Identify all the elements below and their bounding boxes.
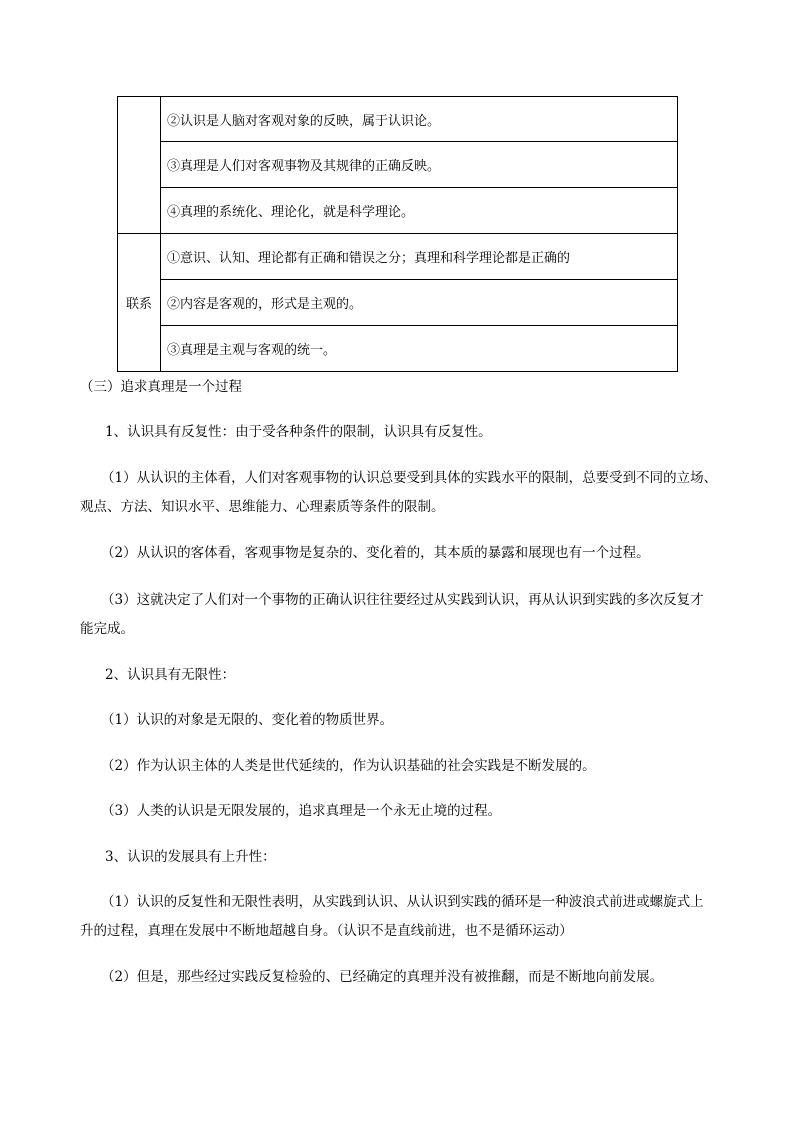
table-cell: ④真理的系统化、理论化，就是科学理论。: [161, 188, 678, 234]
table-cell: ②认识是人脑对客观对象的反映，属于认识论。: [161, 97, 678, 142]
table-row: [118, 326, 678, 372]
paragraph-2-2: （2）作为认识主体的人类是世代延续的，作为认识基础的社会实践是不断发展的。: [101, 758, 596, 774]
paragraph-1-1-line-2: 观点、方法、知识水平、思维能力、心理素质等条件的限制。: [80, 499, 445, 515]
paragraph-3: 3、认识的发展具有上升性：: [105, 849, 276, 865]
paragraph-2: 2、认识具有无限性：: [105, 667, 236, 683]
paragraph-3-2: （2）但是，那些经过实践反复检验的、已经确定的真理并没有被推翻，而是不断地向前发展。: [101, 969, 664, 985]
paragraph-3-1-line-1: （1）认识的反复性和无限性表明，从实践到认识、从认识到实践的循环是一种波浪式前进或螺旋式上: [101, 894, 704, 910]
table-row: [118, 234, 678, 280]
comparison-table: [117, 96, 678, 372]
paragraph-2-1: （1）认识的对象是无限的、变化着的物质世界。: [101, 712, 394, 728]
table-row: [118, 188, 678, 234]
table-cell: ①意识、认知、理论都有正确和错误之分；真理和科学理论都是正确的: [161, 234, 678, 280]
table-row: [118, 142, 678, 188]
paragraph-1-3-line-1: （3）这就决定了人们对一个事物的正确认识往往要经过从实践到认识，再从认识到实践的多次反复才: [101, 592, 704, 608]
table-cell: ③真理是主观与客观的统一。: [161, 326, 678, 372]
table-cell: ②内容是客观的，形式是主观的。: [161, 280, 678, 326]
table-row: [118, 280, 678, 326]
paragraph-2-3: （3）人类的认识是无限发展的，追求真理是一个永无止境的过程。: [101, 803, 502, 819]
table-group-label: 联系: [118, 234, 161, 372]
paragraph-3-1-line-2: 升的过程，真理在发展中不断地超越自身。（认识不是直线前进，也不是循环运动）: [80, 923, 573, 939]
paragraph-1-3-line-2: 能完成。: [80, 621, 134, 637]
paragraph-1-2: （2）从认识的客体看，客观事物是复杂的、变化着的，其本质的暴露和展现也有一个过程。: [101, 545, 650, 561]
table-row: [118, 97, 678, 142]
section-heading: （三）追求真理是一个过程: [80, 379, 242, 395]
paragraph-1: 1、认识具有反复性：由于受各种条件的限制，认识具有反复性。: [105, 424, 492, 440]
paragraph-1-1-line-1: （1）从认识的主体看，人们对客观事物的认识总要受到具体的实践水平的限制，总要受到不同的立场、: [101, 470, 718, 486]
table-cell: ③真理是人们对客观事物及其规律的正确反映。: [161, 142, 678, 188]
table-group-cell-empty: [118, 97, 161, 234]
